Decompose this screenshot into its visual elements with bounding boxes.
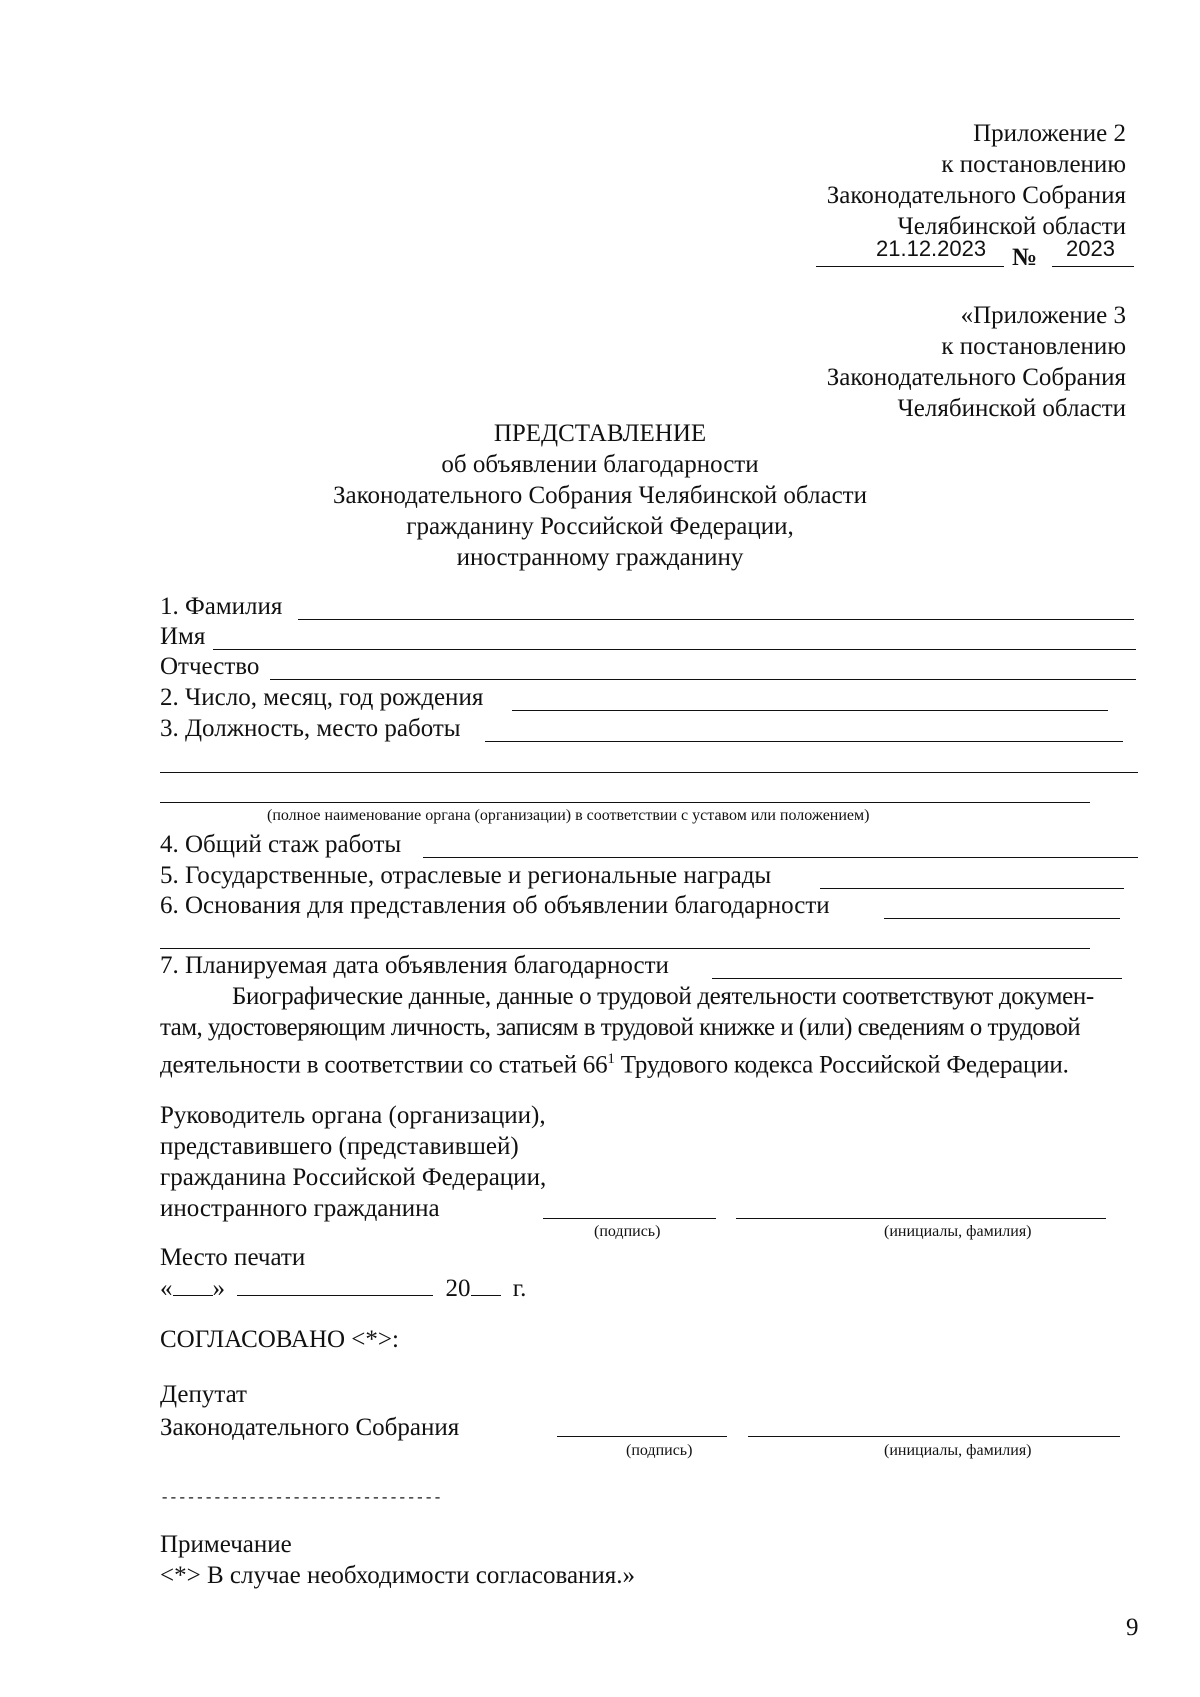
year-suffix: г. bbox=[512, 1275, 527, 1302]
decree-number: 2023 bbox=[1066, 236, 1115, 261]
number-underline bbox=[1052, 266, 1134, 267]
head-signature-line: Руководитель органа (организации), bbox=[160, 1102, 546, 1129]
agreed-label: СОГЛАСОВАНО <*>: bbox=[160, 1326, 399, 1353]
field-grounds-line[interactable] bbox=[884, 918, 1120, 919]
field-position-line[interactable] bbox=[485, 741, 1123, 742]
month-field[interactable] bbox=[237, 1275, 433, 1296]
day-field[interactable] bbox=[173, 1275, 213, 1296]
stamp-label: Место печати bbox=[160, 1244, 306, 1271]
appendix3-header-line: Законодательного Собрания bbox=[826, 364, 1126, 391]
title-main: ПРЕДСТАВЛЕНИЕ bbox=[493, 420, 707, 447]
paragraph-line: Биографические данные, данные о трудовой деятельности соответствуют докумен- bbox=[232, 983, 1094, 1010]
field-birth-date-line[interactable] bbox=[512, 710, 1108, 711]
appendix3-header-line: «Приложение 3 bbox=[960, 302, 1126, 329]
paragraph-line bbox=[160, 1044, 1069, 1080]
head-signature-line: иностранного гражданина bbox=[160, 1195, 440, 1222]
field-patronymic-line[interactable] bbox=[270, 679, 1136, 680]
head-name-line-field[interactable] bbox=[736, 1218, 1106, 1219]
signature-caption: (подпись) bbox=[626, 1442, 693, 1459]
paragraph-text: деятельности в соответствии со статьей 66 bbox=[160, 1051, 608, 1079]
field-position-line-2[interactable] bbox=[160, 772, 1138, 773]
head-signature-line: представившего (представившей) bbox=[160, 1133, 519, 1160]
year-field[interactable] bbox=[471, 1275, 501, 1296]
name-caption: (инициалы, фамилия) bbox=[884, 1442, 1032, 1459]
field-surname-label: 1. Фамилия bbox=[160, 593, 283, 620]
head-signature-line-field[interactable] bbox=[543, 1218, 716, 1219]
appendix-header bbox=[827, 118, 1126, 242]
title-line: об объявлении благодарности bbox=[441, 451, 759, 478]
title-line: гражданину Российской Федерации, bbox=[406, 513, 794, 540]
head-signature-block bbox=[160, 1100, 546, 1224]
year-prefix: 20 bbox=[445, 1275, 471, 1302]
appendix-header-line: Приложение 2 bbox=[973, 120, 1126, 147]
field-name-label: Имя bbox=[160, 623, 206, 650]
field-patronymic-label: Отчество bbox=[160, 653, 260, 680]
field-planned-date-line[interactable] bbox=[712, 978, 1122, 979]
number-sign: № bbox=[1012, 244, 1038, 271]
title-line: Законодательного Собрания Челябинской области bbox=[333, 482, 867, 509]
appendix-header-line: к постановлению bbox=[941, 151, 1126, 178]
appendix3-header-line: к постановлению bbox=[941, 333, 1126, 360]
document-title bbox=[0, 418, 1200, 573]
footnote-separator: -------------------------------- bbox=[160, 1489, 442, 1507]
field-grounds-label: 6. Основания для представления об объявлении благодарности bbox=[160, 892, 830, 919]
appendix3-header bbox=[827, 300, 1126, 424]
paragraph-text: Трудового кодекса Российской Федерации. bbox=[614, 1051, 1069, 1079]
paragraph-line: там, удостоверяющим личность, записям в трудовой книжке и (или) сведениям о трудовой bbox=[160, 1014, 1081, 1041]
field-name-line[interactable] bbox=[213, 649, 1136, 650]
appendix3-header-line: Челябинской области bbox=[897, 395, 1126, 422]
org-caption: (полное наименование органа (организации) в соответствии с уставом или положением) bbox=[267, 807, 870, 824]
date-underline bbox=[816, 266, 1004, 267]
field-experience-line[interactable] bbox=[423, 857, 1138, 858]
open-quote: « bbox=[160, 1275, 173, 1302]
field-planned-date-label: 7. Планируемая дата объявления благодарности bbox=[160, 952, 669, 979]
field-birth-date-label: 2. Число, месяц, год рождения bbox=[160, 684, 484, 711]
field-position-label: 3. Должность, место работы bbox=[160, 715, 461, 742]
field-awards-line[interactable] bbox=[820, 888, 1124, 889]
stamp-date-row bbox=[160, 1274, 526, 1304]
head-signature-line: гражданина Российской Федерации, bbox=[160, 1164, 547, 1191]
page-number: 9 bbox=[1126, 1614, 1139, 1641]
superscript: 1 bbox=[607, 1051, 615, 1067]
field-awards-label: 5. Государственные, отраслевые и региональные награды bbox=[160, 862, 772, 889]
field-experience-label: 4. Общий стаж работы bbox=[160, 831, 402, 858]
footnote-title: Примечание bbox=[160, 1531, 292, 1558]
field-grounds-line-2[interactable] bbox=[160, 948, 1090, 949]
appendix-header-line: Законодательного Собрания bbox=[826, 182, 1126, 209]
deputy-name-line-field[interactable] bbox=[748, 1436, 1120, 1437]
deputy-signature-line: Депутат bbox=[160, 1381, 247, 1408]
deputy-signature-line-field[interactable] bbox=[557, 1436, 727, 1437]
deputy-signature-line: Законодательного Собрания bbox=[160, 1414, 460, 1441]
appendix-header-line: Челябинской области bbox=[897, 213, 1126, 240]
title-line: иностранному гражданину bbox=[456, 544, 744, 571]
name-caption: (инициалы, фамилия) bbox=[884, 1223, 1032, 1240]
decree-date: 21.12.2023 bbox=[876, 236, 987, 261]
signature-caption: (подпись) bbox=[594, 1223, 661, 1240]
footnote-text: <*> В случае необходимости согласования.» bbox=[160, 1562, 636, 1589]
field-surname-line[interactable] bbox=[298, 619, 1134, 620]
field-position-line-3[interactable] bbox=[160, 802, 1090, 803]
deputy-signature-block bbox=[160, 1378, 459, 1444]
close-quote: » bbox=[212, 1275, 225, 1302]
